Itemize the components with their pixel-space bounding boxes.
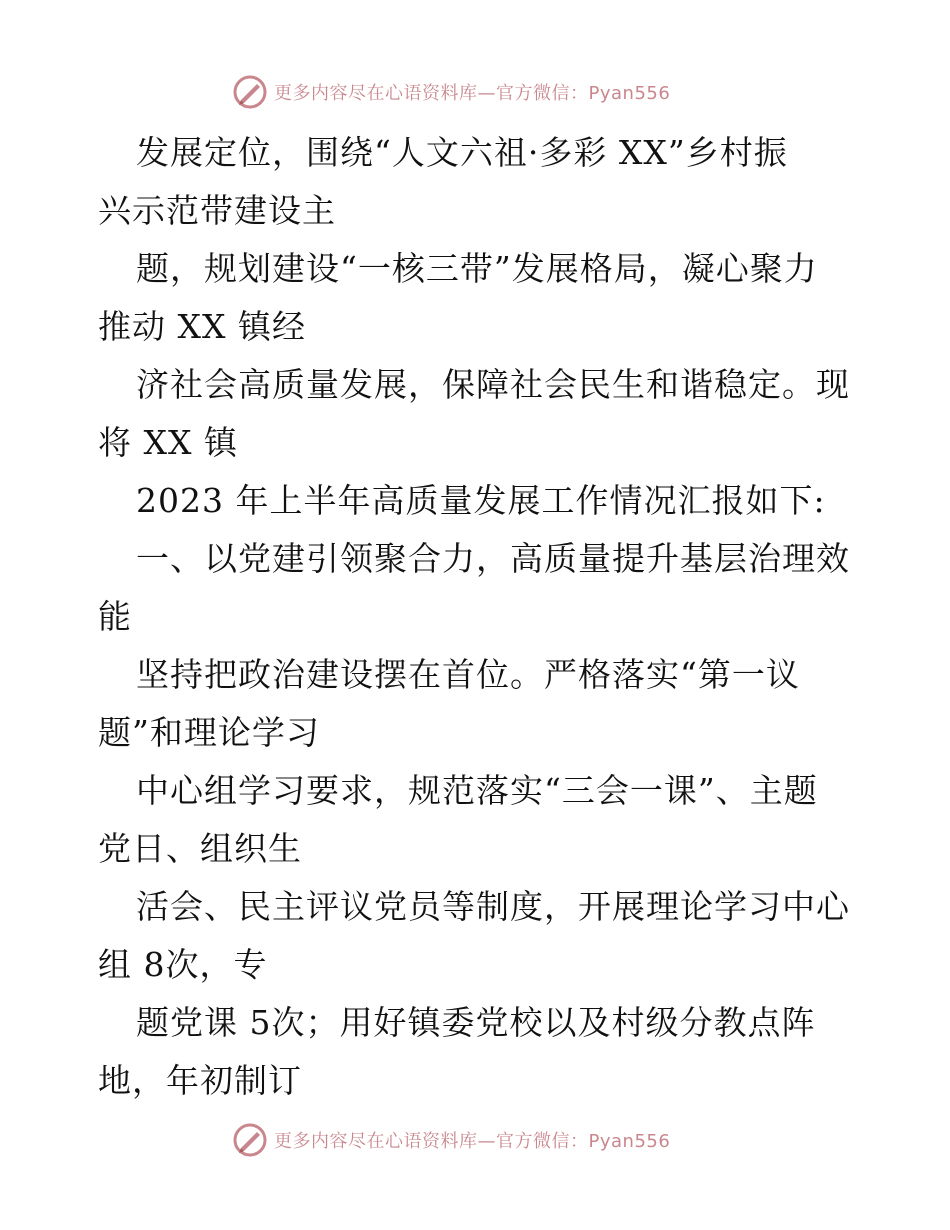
watermark-text: 更多内容尽在心语资料库—官方微信：Pyan556 bbox=[274, 1131, 671, 1152]
pen-logo-icon bbox=[232, 74, 268, 110]
document-body bbox=[98, 124, 858, 1110]
text-line: 2023 年上半年高质量发展工作情况汇报如下: bbox=[136, 481, 826, 520]
footer-watermark bbox=[232, 1120, 670, 1160]
text-line: 将 XX 镇 bbox=[98, 423, 238, 462]
text-line: 一、以党建引领聚合力，高质量提升基层治理效 bbox=[136, 539, 850, 578]
watermark-text: 更多内容尽在心语资料库—官方微信：Pyan556 bbox=[274, 83, 671, 104]
text-line: 地，年初制订 bbox=[98, 1061, 302, 1100]
text-line: 兴示范带建设主 bbox=[98, 191, 336, 230]
text-line: 济社会高质量发展，保障社会民生和谐稳定。现 bbox=[136, 365, 850, 404]
text-line: 活会、民主评议党员等制度，开展理论学习中心 bbox=[136, 887, 850, 926]
text-line: 坚持把政治建设摆在首位。严格落实“第一议 bbox=[136, 655, 800, 694]
text-line: 能 bbox=[98, 597, 132, 636]
text-line: 题”和理论学习 bbox=[98, 713, 320, 752]
text-line: 发展定位，围绕“人文六祖·多彩 XX”乡村振 bbox=[136, 133, 788, 172]
text-line: 组 8次，专 bbox=[98, 945, 268, 984]
text-line: 题党课 5次；用好镇委党校以及村级分教点阵 bbox=[136, 1003, 816, 1042]
header-watermark bbox=[232, 72, 670, 112]
text-line: 党日、组织生 bbox=[98, 829, 302, 868]
text-line: 中心组学习要求，规范落实“三会一课”、主题 bbox=[136, 771, 818, 810]
text-line: 题，规划建设“一核三带”发展格局，凝心聚力 bbox=[136, 249, 818, 288]
pen-logo-icon bbox=[232, 1122, 268, 1158]
text-line: 推动 XX 镇经 bbox=[98, 307, 306, 346]
